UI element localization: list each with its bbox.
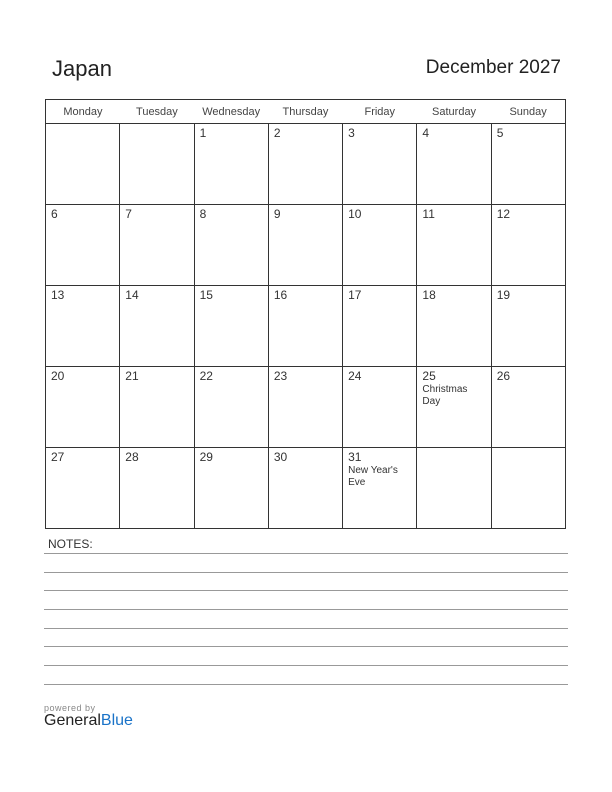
day-cell [194,448,268,529]
day-cell [120,286,194,367]
weekday-thursday: Thursday [268,100,342,124]
notes-line [44,628,568,629]
day-number: 18 [422,288,436,302]
day-cell [417,448,491,529]
weekday-saturday: Saturday [417,100,491,124]
day-number: 19 [496,288,511,302]
notes-line [44,609,568,610]
brand-name [44,712,133,730]
day-number: 31 [348,450,362,464]
day-cell [120,124,194,205]
brand-name-part2: Blue [100,712,133,729]
day-cell [491,205,565,286]
day-number: 24 [348,369,362,383]
day-number: 3 [348,126,355,140]
day-cell [491,367,565,448]
brand-logo[interactable] [44,703,133,730]
notes-line [44,590,568,591]
day-cell [491,286,565,367]
day-cell [46,124,120,205]
day-number: 12 [496,207,511,221]
notes-line [44,553,568,554]
day-cell [194,286,268,367]
day-cell [194,367,268,448]
day-cell [343,205,417,286]
day-number: 27 [51,450,65,464]
day-cell [120,205,194,286]
week-row [46,286,566,367]
month-title: December 2027 [425,57,561,78]
powered-by-text: powered by [44,703,96,713]
day-number: 28 [125,450,139,464]
country-title: Japan [52,56,112,81]
day-cell [417,367,491,448]
day-number: 13 [51,288,65,302]
day-number: 5 [496,126,504,140]
notes-label: NOTES: [48,537,93,551]
day-cell [268,205,342,286]
day-cell [343,367,417,448]
day-cell [491,448,565,529]
day-cell [120,448,194,529]
notes-line [44,684,568,685]
day-cell [46,286,120,367]
day-number: 10 [348,207,362,221]
weekday-tuesday: Tuesday [120,100,194,124]
day-cell [46,367,120,448]
day-cell [46,448,120,529]
day-number: 26 [496,369,511,383]
day-number: 1 [199,126,207,140]
day-number: 4 [422,126,430,140]
day-number: 25 [422,369,436,383]
notes-line [44,572,568,573]
week-row [46,448,566,529]
day-number: 21 [125,369,139,383]
day-number: 9 [273,207,281,221]
day-number: 8 [199,207,207,221]
notes-line [44,646,568,647]
day-number: 11 [422,207,435,221]
day-number: 2 [273,126,281,140]
day-cell [417,124,491,205]
day-number: 7 [125,207,132,221]
day-cell [343,448,417,529]
week-row [46,205,566,286]
day-cell [417,286,491,367]
brand-name-part1: General [44,712,101,729]
day-cell [343,124,417,205]
week-row [46,124,566,205]
day-cell [194,124,268,205]
calendar-grid [45,99,566,529]
day-cell [343,286,417,367]
day-cell [268,124,342,205]
holiday-label: New Year's Eve [348,465,398,488]
day-number: 29 [199,450,213,464]
holiday-label: Christmas Day [422,384,468,407]
day-number: 17 [348,288,362,302]
day-number: 15 [199,288,213,302]
day-number: 20 [51,369,65,383]
week-row [46,367,566,448]
weekday-friday: Friday [343,100,417,124]
day-number: 16 [273,288,288,302]
day-number: 22 [199,369,213,383]
day-cell [491,124,565,205]
day-cell [268,286,342,367]
day-cell [268,367,342,448]
weekday-header-row [46,100,566,124]
day-number: 23 [273,369,288,383]
day-number: 14 [125,288,139,302]
day-cell [120,367,194,448]
day-cell [194,205,268,286]
day-cell [46,205,120,286]
weekday-monday: Monday [46,100,120,124]
weekday-wednesday: Wednesday [194,100,268,124]
day-cell [417,205,491,286]
weekday-sunday: Sunday [491,100,565,124]
day-number: 6 [51,207,58,221]
day-cell [268,448,342,529]
day-number: 30 [273,450,288,464]
notes-line [44,665,568,666]
